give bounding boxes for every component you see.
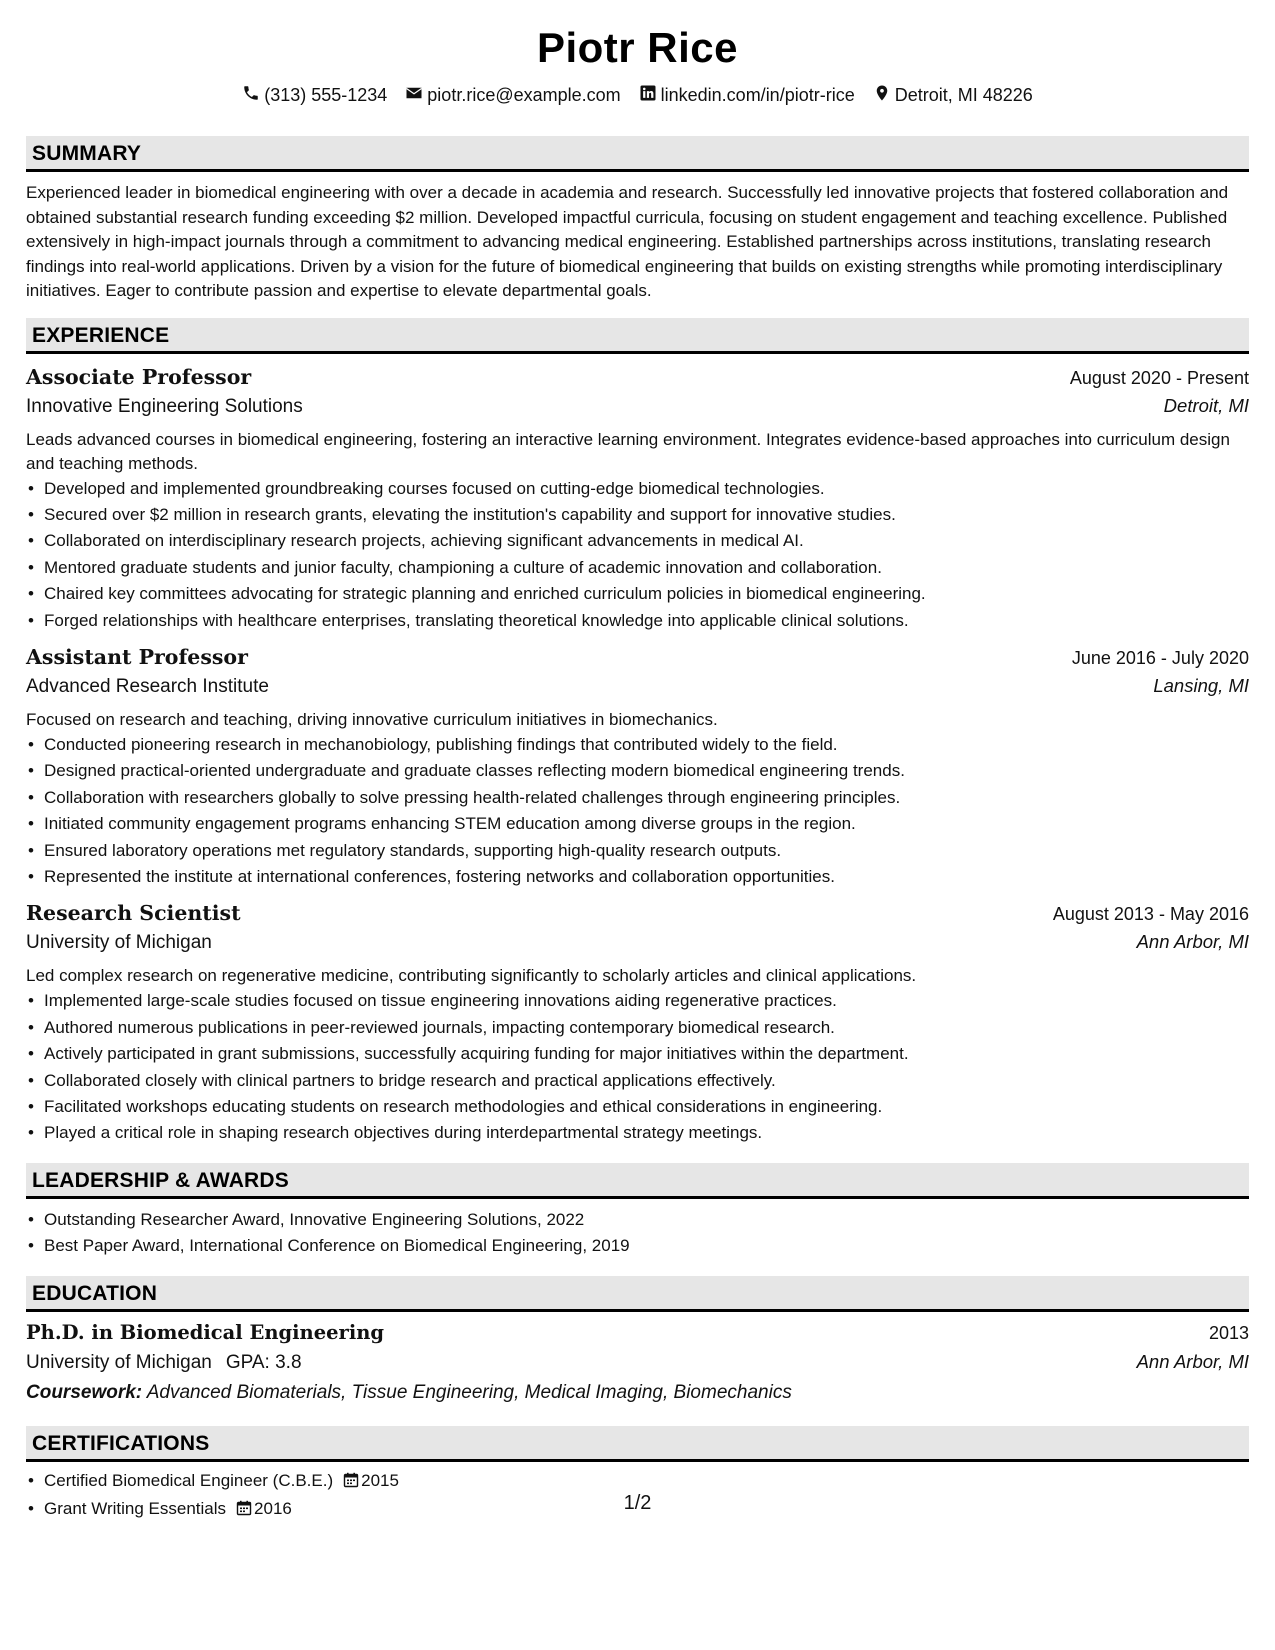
job-bullet: • Implemented large-scale studies focused on tissue engineering innovations aiding regenerative practices.	[44, 988, 1249, 1014]
section-heading: EXPERIENCE	[26, 318, 1249, 354]
location-text: Detroit, MI 48226	[894, 85, 1033, 105]
job-bullets	[26, 476, 1249, 634]
resume-header	[0, 0, 1275, 107]
job-bullet: • Forged relationships with healthcare enterprises, translating theoretical knowledge into applicable clinical solutions.	[44, 608, 1249, 634]
email-text: piotr.rice@example.com	[427, 85, 621, 105]
section-heading: LEADERSHIP & AWARDS	[26, 1163, 1249, 1199]
job-location: Ann Arbor, MI	[1136, 931, 1249, 953]
job-bullets	[26, 732, 1249, 890]
job-bullet: • Collaborated on interdisciplinary research projects, achieving significant advancements in medical AI.	[44, 528, 1249, 554]
education-section	[26, 1276, 1249, 1408]
job-dates: August 2013 - May 2016	[1052, 904, 1249, 925]
phone-text: (313) 555-1234	[264, 85, 388, 105]
job-bullets	[26, 988, 1249, 1146]
job-bullet: • Designed practical-oriented undergraduate and graduate classes reflecting modern biomedical engineering trends.	[44, 758, 1249, 784]
award-item: • Best Paper Award, International Conference on Biomedical Engineering, 2019	[44, 1233, 1249, 1259]
school-location: Ann Arbor, MI	[1136, 1350, 1249, 1372]
job-bullet: • Actively participated in grant submissions, successfully acquiring funding for major initiatives within the department.	[44, 1041, 1249, 1067]
job-bullet: • Developed and implemented groundbreaking courses focused on cutting-edge biomedical technologies.	[44, 476, 1249, 502]
job-bullet: • Secured over $2 million in research grants, elevating the institution's capability and support for innovative studies.	[44, 502, 1249, 528]
awards-list	[26, 1207, 1249, 1260]
job-organization: Advanced Research Institute	[26, 675, 269, 697]
job-list	[26, 362, 1249, 1147]
job-bullet: • Facilitated workshops educating students on research methodologies and ethical considerations in engineering.	[44, 1094, 1249, 1120]
contact-email[interactable]	[405, 84, 620, 107]
coursework-line	[26, 1378, 1249, 1408]
degree-year: 2013	[1208, 1322, 1249, 1343]
job-entry	[26, 362, 1249, 634]
award-item: • Outstanding Researcher Award, Innovative Engineering Solutions, 2022	[44, 1207, 1249, 1233]
job-bullet: • Represented the institute at international conferences, fostering networks and collaboration opportunities.	[44, 864, 1249, 890]
job-bullet: • Chaired key committees advocating for strategic planning and enriched curriculum policies in biomedical engineering.	[44, 581, 1249, 607]
job-dates: August 2020 - Present	[1069, 367, 1249, 388]
job-title: Research Scientist	[26, 901, 241, 926]
school-line	[26, 1348, 302, 1378]
job-description: Led complex research on regenerative medicine, contributing significantly to scholarly articles and clinical applications.	[26, 966, 917, 986]
job-bullet: • Conducted pioneering research in mechanobiology, publishing findings that contributed widely to the field.	[44, 732, 1249, 758]
awards-section	[26, 1163, 1249, 1260]
job-organization: Innovative Engineering Solutions	[26, 395, 303, 417]
coursework-list: Advanced Biomaterials, Tissue Engineering, Medical Imaging, Biomechanics	[146, 1381, 792, 1403]
linkedin-icon	[639, 84, 657, 107]
summary-text: Experienced leader in biomedical engineering with over a decade in academia and research. Successfully led innovative projects that fostered collaboration and obtained substantial research funding exceeding $2 million. Developed impactful curricula, focusing on student engagement and teaching excellence. Published extensively in high-impact journals through a commitment to advancing medical engineering. Established partnerships across institutions, translating research findings into real-world applications. Driven by a vision for the future of biomedical engineering that builds on existing strengths while promoting interdisciplinary initiatives. Eager to contribute passion and expertise to elevate departmental goals.	[26, 183, 1229, 300]
linkedin-text: linkedin.com/in/piotr-rice	[660, 85, 855, 105]
job-bullet: • Mentored graduate students and junior faculty, championing a culture of academic innovation and collaboration.	[44, 555, 1249, 581]
section-heading: CERTIFICATIONS	[26, 1426, 1249, 1462]
section-heading: SUMMARY	[26, 136, 1249, 172]
section-heading: EDUCATION	[26, 1276, 1249, 1312]
gpa: GPA: 3.8	[225, 1351, 302, 1373]
phone-icon	[242, 84, 260, 107]
contact-linkedin[interactable]	[639, 84, 855, 107]
job-title: Associate Professor	[26, 364, 252, 389]
contact-location	[873, 84, 1033, 107]
certification-year: 2015	[361, 1470, 399, 1490]
page-number: 1/2	[623, 1492, 652, 1514]
job-entry	[26, 898, 1249, 1146]
certification-name: Certified Biomedical Engineer (C.B.E.)	[44, 1470, 334, 1490]
job-dates: June 2016 - July 2020	[1071, 647, 1249, 668]
education-entry	[26, 1318, 1249, 1408]
envelope-icon	[405, 84, 423, 107]
job-bullet: • Played a critical role in shaping research objectives during interdepartmental strategy meetings.	[44, 1120, 1249, 1146]
job-location: Detroit, MI	[1163, 394, 1249, 416]
job-description: Focused on research and teaching, driving innovative curriculum initiatives in biomechanics.	[26, 709, 718, 729]
map-pin-icon	[873, 84, 891, 107]
contact-phone[interactable]	[242, 84, 387, 107]
experience-section	[26, 318, 1249, 1147]
school-name: University of Michigan	[26, 1351, 212, 1373]
job-bullet: • Initiated community engagement programs enhancing STEM education among diverse groups in the region.	[44, 811, 1249, 837]
job-bullet: • Authored numerous publications in peer-reviewed journals, impacting contemporary biomedical research.	[44, 1015, 1249, 1041]
coursework-label: Coursework:	[26, 1381, 143, 1403]
resume-body	[26, 136, 1249, 1538]
degree-title: Ph.D. in Biomedical Engineering	[26, 1320, 385, 1344]
job-location: Lansing, MI	[1153, 674, 1249, 696]
certification-name: Grant Writing Essentials	[44, 1499, 227, 1519]
candidate-name: Piotr Rice	[536, 24, 739, 71]
job-bullet: • Collaboration with researchers globally to solve pressing health-related challenges through engineering principles.	[44, 785, 1249, 811]
job-description: Leads advanced courses in biomedical engineering, fostering an interactive learning environment. Integrates evidence-based approaches into curriculum design and teaching methods.	[26, 429, 1230, 473]
certification-year: 2016	[254, 1499, 292, 1519]
job-entry	[26, 642, 1249, 890]
job-bullet: • Ensured laboratory operations met regulatory standards, supporting high-quality research outputs.	[44, 838, 1249, 864]
job-bullet: • Collaborated closely with clinical partners to bridge research and practical applications effectively.	[44, 1068, 1249, 1094]
contact-bar	[0, 84, 1275, 107]
summary-section	[26, 136, 1249, 304]
job-organization: University of Michigan	[26, 932, 212, 954]
job-title: Assistant Professor	[26, 644, 248, 669]
